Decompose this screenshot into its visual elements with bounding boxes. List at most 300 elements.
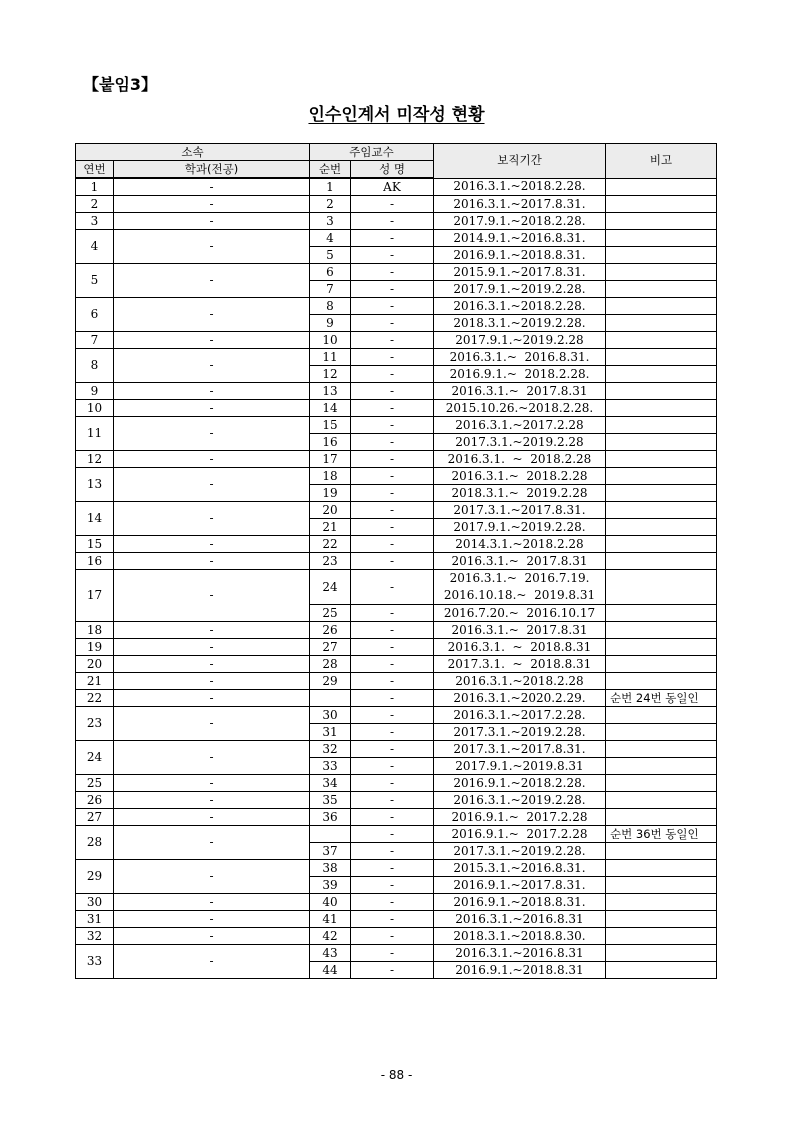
table-row	[76, 911, 717, 928]
table-row	[76, 400, 717, 417]
row-seq: 18	[310, 468, 351, 485]
row-note	[606, 792, 717, 809]
row-no: 2	[76, 196, 114, 213]
row-note	[606, 230, 717, 247]
table-row	[76, 298, 717, 315]
row-seq: 14	[310, 400, 351, 417]
header-dept: 학과(전공)	[114, 161, 310, 179]
row-name: -	[351, 877, 434, 894]
header-affiliation: 소속	[76, 144, 310, 161]
row-period	[434, 264, 606, 281]
row-seq: 32	[310, 741, 351, 758]
row-period	[434, 945, 606, 962]
period-text: 2016.3.1.~2019.2.28.	[453, 792, 586, 807]
row-note	[606, 553, 717, 570]
table-row	[76, 264, 717, 281]
period-text: 2016.9.1.~2018.8.31	[455, 962, 584, 977]
header-period: 보직기간	[434, 144, 606, 179]
table-row	[76, 417, 717, 434]
period-text: 2016.9.1.~2018.8.31.	[453, 894, 586, 909]
table-row	[76, 690, 717, 707]
row-no: 5	[76, 264, 114, 298]
period-text: 2016.3.1. ~ 2018.8.31	[447, 639, 592, 654]
row-name: AK	[351, 178, 434, 196]
row-note	[606, 877, 717, 894]
row-period	[434, 639, 606, 656]
period-text: 2017.9.1.~2019.2.28.	[453, 519, 586, 534]
row-seq: 10	[310, 332, 351, 349]
row-period	[434, 877, 606, 894]
row-period	[434, 673, 606, 690]
row-period	[434, 758, 606, 775]
row-note	[606, 247, 717, 264]
row-period	[434, 894, 606, 911]
row-note	[606, 843, 717, 860]
row-name: -	[351, 298, 434, 315]
row-no: 1	[76, 178, 114, 196]
row-period	[434, 860, 606, 877]
row-name: -	[351, 724, 434, 741]
period-text: 2016.3.1.~ 2017.8.31	[451, 622, 588, 637]
table-row	[76, 673, 717, 690]
row-note	[606, 519, 717, 536]
table-row	[76, 349, 717, 366]
row-no: 7	[76, 332, 114, 349]
row-period	[434, 809, 606, 826]
row-note: 순번 36번 동일인	[606, 826, 717, 843]
row-name: -	[351, 213, 434, 230]
row-dept: -	[114, 894, 310, 911]
row-name: -	[351, 553, 434, 570]
row-name: -	[351, 570, 434, 605]
row-no: 17	[76, 570, 114, 622]
row-note	[606, 264, 717, 281]
row-seq: 1	[310, 178, 351, 196]
period-text: 2016.3.1.~2018.2.28.	[453, 298, 586, 313]
period-text: 2016.9.1.~2017.8.31.	[453, 877, 586, 892]
row-dept: -	[114, 400, 310, 417]
row-period	[434, 826, 606, 843]
row-note	[606, 298, 717, 315]
table-row	[76, 213, 717, 230]
row-no: 16	[76, 553, 114, 570]
row-period	[434, 383, 606, 400]
row-no: 30	[76, 894, 114, 911]
attachment-label: 【붙임3】	[83, 75, 158, 94]
row-no: 19	[76, 639, 114, 656]
table-body	[76, 178, 717, 979]
period-text: 2018.3.1.~2018.8.30.	[453, 928, 586, 943]
table-row	[76, 775, 717, 792]
row-seq: 24	[310, 570, 351, 605]
row-period	[434, 434, 606, 451]
row-note	[606, 570, 717, 605]
row-period	[434, 485, 606, 502]
row-period	[434, 962, 606, 979]
row-name: -	[351, 332, 434, 349]
row-note	[606, 468, 717, 485]
row-period	[434, 775, 606, 792]
row-name: -	[351, 639, 434, 656]
row-no: 33	[76, 945, 114, 979]
row-dept: -	[114, 945, 310, 979]
row-period	[434, 247, 606, 264]
row-name: -	[351, 485, 434, 502]
row-note	[606, 502, 717, 519]
row-name: -	[351, 502, 434, 519]
row-no: 14	[76, 502, 114, 536]
period-text: 2014.9.1.~2016.8.31.	[453, 230, 586, 245]
row-seq: 12	[310, 366, 351, 383]
row-name: -	[351, 196, 434, 213]
row-dept: -	[114, 502, 310, 536]
row-name: -	[351, 911, 434, 928]
row-note	[606, 911, 717, 928]
row-seq: 30	[310, 707, 351, 724]
period-text: 2017.3.1. ~ 2018.8.31	[447, 656, 592, 671]
row-no: 27	[76, 809, 114, 826]
period-text: 2016.3.1.~2017.2.28	[455, 417, 584, 432]
row-no: 12	[76, 451, 114, 468]
row-dept: -	[114, 264, 310, 298]
period-text: 2016.3.1.~ 2016.7.19.	[449, 571, 590, 585]
status-table	[75, 143, 717, 979]
header-professor: 주임교수	[310, 144, 434, 161]
period-text: 2016.3.1.~2020.2.29.	[453, 690, 586, 705]
row-period	[434, 707, 606, 724]
row-dept: -	[114, 349, 310, 383]
period-text: 2016.3.1. ~ 2018.2.28	[447, 451, 592, 466]
row-name: -	[351, 758, 434, 775]
row-period	[434, 656, 606, 673]
row-period	[434, 349, 606, 366]
table-row	[76, 707, 717, 724]
row-dept: -	[114, 673, 310, 690]
row-dept: -	[114, 690, 310, 707]
row-name: -	[351, 622, 434, 639]
row-period	[434, 605, 606, 622]
row-no: 3	[76, 213, 114, 230]
row-period	[434, 690, 606, 707]
row-seq	[310, 826, 351, 843]
row-period	[434, 792, 606, 809]
row-dept: -	[114, 860, 310, 894]
row-seq: 15	[310, 417, 351, 434]
row-period	[434, 570, 606, 605]
page-number: - 88 -	[380, 1068, 413, 1082]
row-dept: -	[114, 332, 310, 349]
period-text: 2017.9.1.~2019.2.28.	[453, 281, 586, 296]
row-period	[434, 911, 606, 928]
row-name: -	[351, 690, 434, 707]
row-period	[434, 724, 606, 741]
period-text: 2018.3.1.~2019.2.28.	[453, 315, 586, 330]
period-text: 2016.3.1.~ 2018.2.28	[451, 468, 588, 483]
row-period	[434, 928, 606, 945]
row-period	[434, 298, 606, 315]
row-no: 26	[76, 792, 114, 809]
row-note	[606, 196, 717, 213]
row-dept: -	[114, 639, 310, 656]
period-text: 2014.3.1.~2018.2.28	[455, 536, 584, 551]
row-note	[606, 860, 717, 877]
row-dept: -	[114, 707, 310, 741]
row-period	[434, 451, 606, 468]
row-name: -	[351, 417, 434, 434]
page-title	[0, 100, 793, 125]
row-note	[606, 673, 717, 690]
table-row	[76, 468, 717, 485]
table-header	[76, 144, 717, 179]
row-dept: -	[114, 741, 310, 775]
row-period	[434, 213, 606, 230]
row-seq: 41	[310, 911, 351, 928]
row-name: -	[351, 860, 434, 877]
row-dept: -	[114, 178, 310, 196]
row-note	[606, 213, 717, 230]
row-note	[606, 485, 717, 502]
table-row	[76, 928, 717, 945]
period-text-2: 2016.10.18.~ 2019.8.31	[443, 588, 596, 602]
row-seq: 5	[310, 247, 351, 264]
row-seq: 27	[310, 639, 351, 656]
period-text: 2016.9.1.~ 2017.2.28	[451, 809, 588, 824]
row-no: 4	[76, 230, 114, 264]
row-period	[434, 417, 606, 434]
period-text: 2016.9.1.~ 2017.2.28	[451, 826, 588, 841]
row-seq	[310, 690, 351, 707]
row-note	[606, 639, 717, 656]
row-note: 순번 24번 동일인	[606, 690, 717, 707]
period-text: 2018.3.1.~ 2019.2.28	[451, 485, 588, 500]
row-seq: 26	[310, 622, 351, 639]
row-name: -	[351, 451, 434, 468]
period-text: 2017.3.1.~2019.2.28	[455, 434, 584, 449]
row-name: -	[351, 247, 434, 264]
table-row	[76, 639, 717, 656]
row-dept: -	[114, 928, 310, 945]
row-seq: 21	[310, 519, 351, 536]
row-dept: -	[114, 826, 310, 860]
period-text: 2017.9.1.~2019.8.31	[455, 758, 584, 773]
row-period	[434, 502, 606, 519]
table-row	[76, 178, 717, 196]
header-seq: 순번	[310, 161, 351, 179]
table-row	[76, 945, 717, 962]
period-text: 2016.9.1.~2018.2.28.	[453, 775, 586, 790]
row-no: 25	[76, 775, 114, 792]
row-seq: 23	[310, 553, 351, 570]
row-period	[434, 553, 606, 570]
table-row	[76, 809, 717, 826]
row-name: -	[351, 792, 434, 809]
row-no: 24	[76, 741, 114, 775]
header-note: 비고	[606, 144, 717, 179]
row-dept: -	[114, 570, 310, 622]
period-text: 2016.3.1.~2018.2.28	[455, 673, 584, 688]
row-note	[606, 536, 717, 553]
header-no: 연번	[76, 161, 114, 179]
table-row	[76, 383, 717, 400]
row-seq: 38	[310, 860, 351, 877]
row-name: -	[351, 281, 434, 298]
period-text: 2016.3.1.~ 2016.8.31.	[449, 349, 590, 364]
row-period	[434, 315, 606, 332]
row-name: -	[351, 894, 434, 911]
row-name: -	[351, 264, 434, 281]
row-dept: -	[114, 536, 310, 553]
row-period	[434, 230, 606, 247]
row-dept: -	[114, 196, 310, 213]
row-no: 15	[76, 536, 114, 553]
row-seq: 44	[310, 962, 351, 979]
row-no: 31	[76, 911, 114, 928]
period-text: 2015.3.1.~2016.8.31.	[453, 860, 586, 875]
row-seq: 34	[310, 775, 351, 792]
row-seq: 4	[310, 230, 351, 247]
row-note	[606, 366, 717, 383]
row-dept: -	[114, 553, 310, 570]
table-row	[76, 894, 717, 911]
row-name: -	[351, 707, 434, 724]
row-seq: 6	[310, 264, 351, 281]
row-no: 21	[76, 673, 114, 690]
row-note	[606, 332, 717, 349]
table-row	[76, 792, 717, 809]
row-dept: -	[114, 213, 310, 230]
row-period	[434, 536, 606, 553]
row-note	[606, 400, 717, 417]
row-seq: 7	[310, 281, 351, 298]
period-text: 2017.9.1.~2019.2.28	[455, 332, 584, 347]
row-seq: 35	[310, 792, 351, 809]
row-seq: 31	[310, 724, 351, 741]
row-seq: 36	[310, 809, 351, 826]
row-no: 11	[76, 417, 114, 451]
row-no: 8	[76, 349, 114, 383]
period-text: 2016.3.1.~2016.8.31	[455, 945, 584, 960]
row-note	[606, 178, 717, 196]
row-seq: 20	[310, 502, 351, 519]
row-name: -	[351, 673, 434, 690]
row-period	[434, 843, 606, 860]
row-seq: 9	[310, 315, 351, 332]
table-row	[76, 622, 717, 639]
row-note	[606, 775, 717, 792]
period-text: 2016.3.1.~2016.8.31	[455, 911, 584, 926]
row-no: 29	[76, 860, 114, 894]
row-seq: 3	[310, 213, 351, 230]
row-seq: 17	[310, 451, 351, 468]
period-text: 2016.9.1.~ 2018.2.28.	[449, 366, 590, 381]
row-name: -	[351, 468, 434, 485]
row-dept: -	[114, 622, 310, 639]
row-no: 18	[76, 622, 114, 639]
row-note	[606, 281, 717, 298]
header-name: 성 명	[351, 161, 434, 179]
table-row	[76, 230, 717, 247]
row-name: -	[351, 366, 434, 383]
row-note	[606, 741, 717, 758]
row-dept: -	[114, 468, 310, 502]
row-period	[434, 178, 606, 196]
row-note	[606, 315, 717, 332]
period-text: 2016.3.1.~2018.2.28.	[453, 179, 586, 194]
row-seq: 19	[310, 485, 351, 502]
table-row	[76, 553, 717, 570]
row-note	[606, 809, 717, 826]
row-note	[606, 434, 717, 451]
row-note	[606, 945, 717, 962]
row-name: -	[351, 536, 434, 553]
row-dept: -	[114, 792, 310, 809]
row-name: -	[351, 315, 434, 332]
row-name: -	[351, 400, 434, 417]
row-seq: 11	[310, 349, 351, 366]
period-text: 2016.3.1.~2017.8.31.	[453, 196, 586, 211]
period-text: 2017.9.1.~2018.2.28.	[453, 213, 586, 228]
row-name: -	[351, 775, 434, 792]
row-note	[606, 451, 717, 468]
row-period	[434, 400, 606, 417]
row-period	[434, 741, 606, 758]
period-text: 2016.7.20.~ 2016.10.17	[443, 605, 596, 620]
row-note	[606, 962, 717, 979]
row-note	[606, 707, 717, 724]
row-name: -	[351, 945, 434, 962]
row-dept: -	[114, 775, 310, 792]
row-name: -	[351, 809, 434, 826]
row-period	[434, 196, 606, 213]
row-seq: 8	[310, 298, 351, 315]
row-dept: -	[114, 383, 310, 400]
row-note	[606, 894, 717, 911]
period-text: 2017.3.1.~2017.8.31.	[453, 741, 586, 756]
row-dept: -	[114, 809, 310, 826]
period-text: 2016.3.1.~ 2017.8.31	[451, 553, 588, 568]
row-no: 10	[76, 400, 114, 417]
period-text: 2015.10.26.~2018.2.28.	[445, 400, 594, 415]
row-period	[434, 468, 606, 485]
table-row	[76, 196, 717, 213]
row-period	[434, 622, 606, 639]
row-name: -	[351, 928, 434, 945]
table-row	[76, 860, 717, 877]
row-no: 13	[76, 468, 114, 502]
row-seq: 42	[310, 928, 351, 945]
period-text: 2015.9.1.~2017.8.31.	[453, 264, 586, 279]
row-name: -	[351, 434, 434, 451]
row-note	[606, 724, 717, 741]
row-name: -	[351, 519, 434, 536]
row-dept: -	[114, 417, 310, 451]
row-seq: 33	[310, 758, 351, 775]
row-name: -	[351, 741, 434, 758]
row-seq: 16	[310, 434, 351, 451]
row-dept: -	[114, 451, 310, 468]
table-row	[76, 656, 717, 673]
row-seq: 40	[310, 894, 351, 911]
page-title-text: 인수인계서 미작성 현황	[308, 105, 485, 125]
row-note	[606, 622, 717, 639]
row-seq: 37	[310, 843, 351, 860]
row-dept: -	[114, 911, 310, 928]
row-no: 20	[76, 656, 114, 673]
row-no: 6	[76, 298, 114, 332]
row-seq: 2	[310, 196, 351, 213]
row-seq: 29	[310, 673, 351, 690]
period-text: 2017.3.1.~2019.2.28.	[453, 724, 586, 739]
